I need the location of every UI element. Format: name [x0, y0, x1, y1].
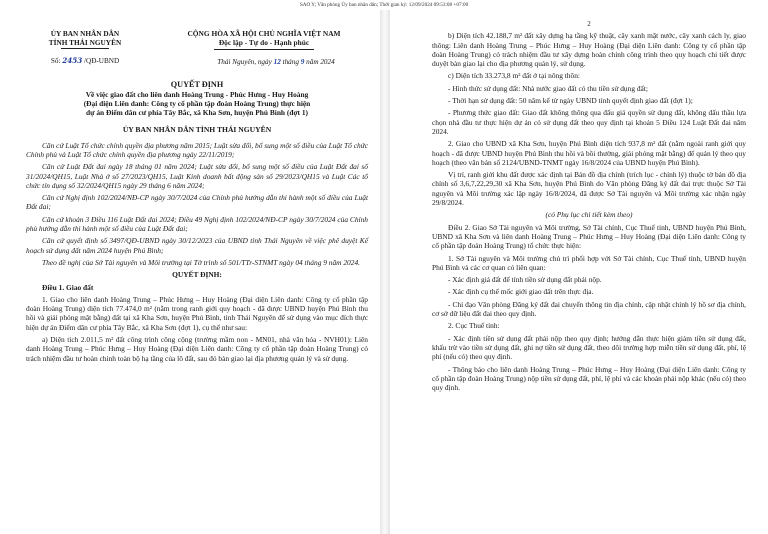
article-1-clause-c: c) Diện tích 33.273,8 m² đất ở tại nông thôn: — [448, 71, 580, 81]
header-divider — [61, 48, 109, 49]
article-2-item: 2. Cục Thuế tỉnh: — [448, 321, 500, 331]
legal-basis-paragraph: Theo đề nghị của Sở Tài nguyên và Môi trường tại Tờ trình số 501/TTr-STNMT ngày 04 tháng 9 năm 2024. — [42, 257, 360, 267]
subtitle-line: Về việc giao đất cho liên danh Hoàng Trung - Phúc Hưng - Huy Hoàng — [85, 90, 309, 100]
legal-basis-paragraph: Căn cứ Nghị định 102/2024/NĐ-CP ngày 30/7/2024 của Chính phủ hướng dẫn thi hành một số điều của Luật Đất đai; — [26, 193, 368, 212]
article-1-clause-2: 2. Giao cho UBND xã Kha Sơn, huyện Phú Bình diện tích 937,8 m² đất (nằm ngoài ranh giới quy hoạch - đã được UBND huyện Phú Bình thu hồi và bồi thường, giải phóng mặt bằng) để quản lý theo quy hoạch (theo văn bản số 2124/UBND-TNMT ngày 16/8/2024 của UBND huyện Phú Bình). — [432, 139, 746, 167]
date-mid: tháng — [280, 58, 301, 66]
land-allocation-method: - Phương thức giao đất: Giao đất không thông qua đấu giá quyền sử dụng đất, không đấu thầu lựa chọn nhà đầu tư thực hiện dự án có sử dụng đất theo quy định tại khoản 5 Điều 124 Luật Đất đai năm 2024. — [432, 108, 746, 136]
motto: Độc lập - Tự do - Hạnh phúc — [218, 37, 310, 47]
article-2-paragraph: Điều 2. Giao Sở Tài nguyên và Môi trường, Sở Tài chính, Cục Thuế tỉnh, UBND huyện Phú Bình, UBND xã Kha Sơn và liên danh Hoàng Trung – Phúc Hưng – Huy Hoàng (Đại diện Liên danh: Công ty cổ phần tập đoàn Hoàng Trung) tổ chức thực hiện: — [432, 222, 746, 251]
article-1-clause-1: 1. Giao cho liên danh Hoàng Trung – Phúc Hưng – Huy Hoàng (Đại diện Liên danh: Công ty cổ phần tập đoàn Hoàng Trung) diện tích 77.474,0 m² (nằm trong ranh giới quy hoạch - đã được UBND huyện Phú Bình thu hồi và giải phóng mặt bằng) đất tại xã Kha Sơn, huyện Phú Bình, tỉnh Thái Nguyên để sử dụng vào mục đích thực hiện dự án Điểm dân cư phía Tây Bắc, xã Kha Sơn (đợt 1), cụ thể như sau: — [26, 294, 368, 332]
land-use-form: - Hình thức sử dụng đất: Nhà nước giao đất có thu tiền sử dụng đất; — [448, 83, 648, 93]
motto-divider — [214, 49, 314, 50]
digital-signature-stamp: SAO Y; Văn phòng Ủy ban nhân dân; Thời gian ký: 12/09/2024 09:53:08 +07:00 — [299, 2, 469, 8]
issue-date — [171, 58, 378, 67]
appendix-note: (có Phụ lục chi tiết kèm theo) — [545, 210, 633, 220]
article-1-heading: Điều 1. Giao đất — [42, 282, 94, 292]
date-prefix: Thái Nguyên, ngày — [217, 58, 274, 66]
document-header — [26, 30, 368, 72]
article-2-item: - Xác định cụ thể mốc giới giao đất trên thực địa. — [448, 287, 594, 297]
article-2-item: - Xác định tiền sử dụng đất phải nộp theo quy định; hướng dẫn thực hiện giảm tiền sử dụng đất, khấu trừ vào tiền sử dụng đất, ghi nợ tiền sử dụng đất, theo dõi trường hợp miễn tiền sử dụng đất, phí, lệ phí (nếu có) theo quy định. — [432, 333, 746, 362]
page-number: 2 — [587, 20, 591, 28]
document-page-1 — [4, 10, 378, 530]
article-2-item: - Thông báo cho liên danh Hoàng Trung – Phúc Hưng – Huy Hoàng (Đại diện Liên danh: Công ty cổ phần tập đoàn Hoàng Trung) nộp tiền sử dụng đất, phí, lệ phí và các khoản phải nộp khác (nếu có) theo quy định. — [432, 364, 746, 393]
country-name: CỘNG HÒA XÃ HỘI CHỦ NGHĨA VIỆT NAM — [187, 29, 341, 38]
legal-basis-paragraph: Căn cứ quyết định số 3497/QĐ-UBND ngày 30/12/2023 của UBND tỉnh Thái Nguyên về việc phê duyệt Kế hoạch sử dụng đất năm 2024 huyện Phú Bình; — [26, 236, 368, 255]
subtitle-line: (Đại diện Liên danh: Công ty cổ phần tập đoàn Hoàng Trung) thực hiện — [83, 99, 311, 108]
land-use-term: - Thời hạn sử dụng đất: 50 năm kể từ ngày UBND tỉnh quyết định giao đất (đợt 1); — [448, 96, 693, 106]
date-suffix: năm 2024 — [304, 58, 335, 66]
article-2-item: 1. Sở Tài nguyên và Môi trường chủ trì phối hợp với Sở Tài chính, Cục Thuế tỉnh, UBND huyện Phú Bình và các cơ quan có liên quan: — [432, 253, 746, 272]
article-1-clause-b: b) Diện tích 42.188,7 m² đất xây dựng hạ tầng kỹ thuật, cây xanh mặt nước, cây xanh cách ly, giao thông: Liên danh Hoàng Trung – Phúc Hưng – Huy Hoàng (Đại diện Liên danh: Công ty cổ phần tập đoàn Hoàng Trung) có trách nhiệm đầu tư xây dựng hoàn chỉnh công trình theo quy hoạch chi tiết được duyệt bàn giao lại cho địa phương quản lý, sử dụng. — [432, 31, 746, 69]
decision-heading: QUYẾT ĐỊNH: — [172, 270, 222, 280]
document-page-2 — [392, 10, 766, 530]
doc-no-handwritten: 2453 — [62, 56, 83, 65]
doc-no-prefix: Số: — [50, 57, 63, 65]
org-line-2: TỈNH THÁI NGUYÊN — [48, 37, 122, 47]
article-2-item: - Chỉ đạo Văn phòng Đăng ký đất đai chuyển thông tin địa chính, cập nhật chỉnh lý hồ sơ địa chính, cơ sở dữ liệu đất đai theo quy định. — [432, 299, 746, 319]
national-motto — [154, 30, 374, 50]
article-2-item: - Xác định giá đất để tính tiền sử dụng đất phải nộp. — [448, 275, 602, 285]
land-location-paragraph: Vị trí, ranh giới khu đất được xác định tại Bản đồ địa chính (trích lục - chỉnh lý) thuộc tờ bản đồ địa chính số 3,6,7,22,29,30 xã Kha Sơn, huyện Phú Bình do Văn phòng Đăng ký đất đai trực thuộc Sở Tài nguyên và Môi trường xác lập ngày 16/8/2024, đã được Sở Tài nguyên và Môi trường xác nhận ngày 29/8/2024. — [432, 170, 746, 208]
date-day: 12 — [273, 58, 281, 66]
date-month: 9 — [300, 58, 305, 66]
document-subtitle — [26, 91, 368, 117]
article-1-clause-a: a) Diện tích 2.011,5 m² đất công trình công cộng (trường mầm non - MN01, nhà văn hóa - NVH01): Liên danh Hoàng Trung – Phúc Hưng – Huy Hoàng (Đại diện Liên danh: Công ty cổ phần tập đoàn Hoàng Trung) có trách nhiệm đầu tư hoàn chỉnh toàn bộ hạ tầng của lô đất, sau đó bàn giao lại địa phương quản lý và sử dụng. — [26, 335, 368, 363]
legal-basis-paragraph: Căn cứ Luật Đất đai ngày 18 tháng 01 năm 2024; Luật sửa đổi, bổ sung một số điều của Luật Đất đai số 31/2024/QH15, Luật Nhà ở số 27/2023/QH15, Luật Kinh doanh bất động sản số 29/2023/QH15 và Luật Các tổ chức tín dụng số 32/2024/QH15 ngày 29 tháng 6 năm 2024; — [26, 162, 368, 190]
issuing-body-heading: ỦY BAN NHÂN DÂN TỈNH THÁI NGUYÊN — [122, 125, 272, 135]
legal-basis-paragraph: Căn cứ khoản 3 Điều 116 Luật Đất đai 2024; Điều 49 Nghị định 102/2024/NĐ-CP ngày 30/7/2024 của Chính phủ hướng dẫn thi hành một số điều của Luật Đất đai; — [26, 214, 368, 234]
page-gutter — [380, 10, 390, 534]
subtitle-line: dự án Điểm dân cư phía Tây Bắc, xã Kha Sơn, huyện Phú Bình (đợt 1) — [85, 107, 309, 117]
document-title: QUYẾT ĐỊNH — [170, 80, 224, 89]
document-number — [26, 56, 144, 66]
org-line-1: ỦY BAN NHÂN DÂN — [50, 29, 120, 38]
legal-basis-paragraph: Căn cứ Luật Tổ chức chính quyền địa phương năm 2015; Luật sửa đổi, bổ sung một số điều của Luật Tổ chức Chính phủ và Luật Tổ chức chính quyền địa phương ngày 22/11/2019; — [26, 140, 368, 159]
issuing-authority — [26, 30, 144, 49]
doc-no-suffix: /QĐ-UBND — [82, 57, 120, 65]
